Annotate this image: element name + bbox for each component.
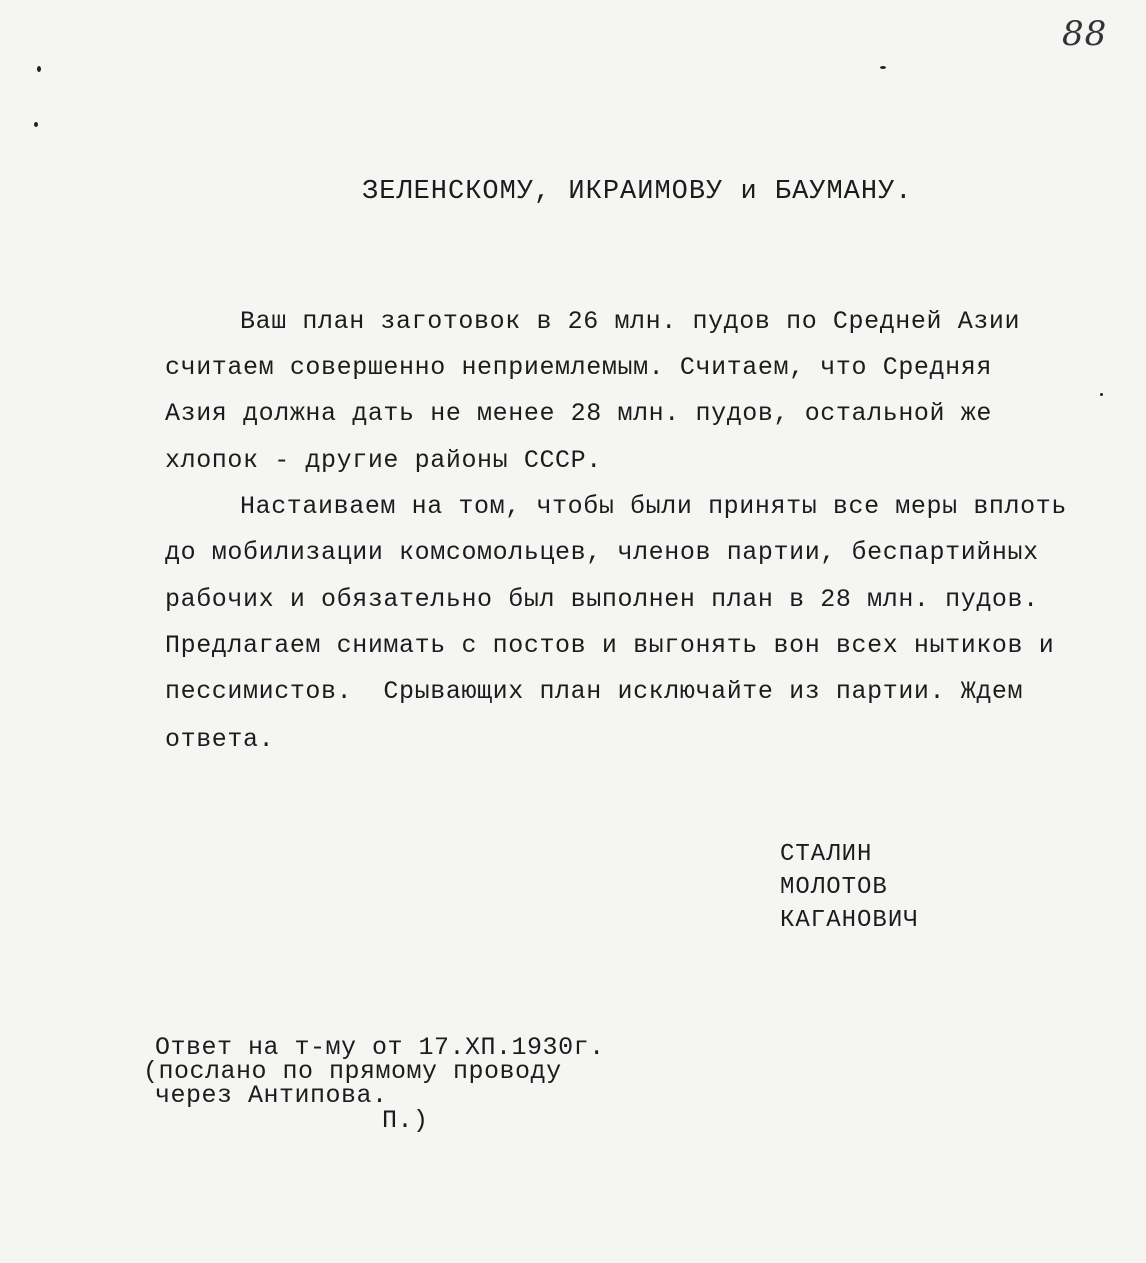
- signature-molotov: МОЛОТОВ: [780, 874, 888, 901]
- body-line-6: до мобилизации комсомольцев, членов партии, беспартийных: [165, 538, 1039, 567]
- body-line-9: пессимистов. Срывающих план исключайте из партии. Ждем: [165, 677, 1024, 706]
- note-line-4: П.): [382, 1106, 429, 1135]
- body-line-10: ответа.: [165, 725, 275, 754]
- paper-speck: [34, 122, 38, 127]
- note-line-1: Ответ на т-му от 17.ХП.1930г.: [155, 1033, 605, 1062]
- body-line-4: хлопок - другие районы СССР.: [165, 446, 602, 475]
- paper-speck: [1100, 393, 1103, 396]
- paper-speck: [37, 66, 41, 72]
- handwritten-page-number: 88: [1062, 14, 1108, 54]
- body-line-5: Настаиваем на том, чтобы были приняты все меры вплоть: [240, 492, 1067, 521]
- body-line-7: рабочих и обязательно был выполнен план в 28 млн. пудов.: [165, 585, 1039, 614]
- note-line-3: через Антипова.: [155, 1081, 388, 1110]
- signature-stalin: СТАЛИН: [780, 841, 873, 868]
- note-line-2: (послано по прямому проводу: [143, 1057, 562, 1086]
- body-line-3: Азия должна дать не менее 28 млн. пудов, остальной же: [165, 399, 992, 428]
- body-line-1: Ваш план заготовок в 26 млн. пудов по Средней Азии: [240, 307, 1021, 336]
- paper-speck: [880, 66, 886, 69]
- body-line-2: считаем совершенно неприемлемым. Считаем, что Средняя: [165, 353, 992, 382]
- addressee-line: ЗЕЛЕНСКОМУ, ИКРАИМОВУ и БАУМАНУ.: [362, 177, 913, 207]
- body-line-8: Предлагаем снимать с постов и выгонять вон всех нытиков и: [165, 631, 1055, 660]
- signature-kaganovich: КАГАНОВИЧ: [780, 907, 919, 934]
